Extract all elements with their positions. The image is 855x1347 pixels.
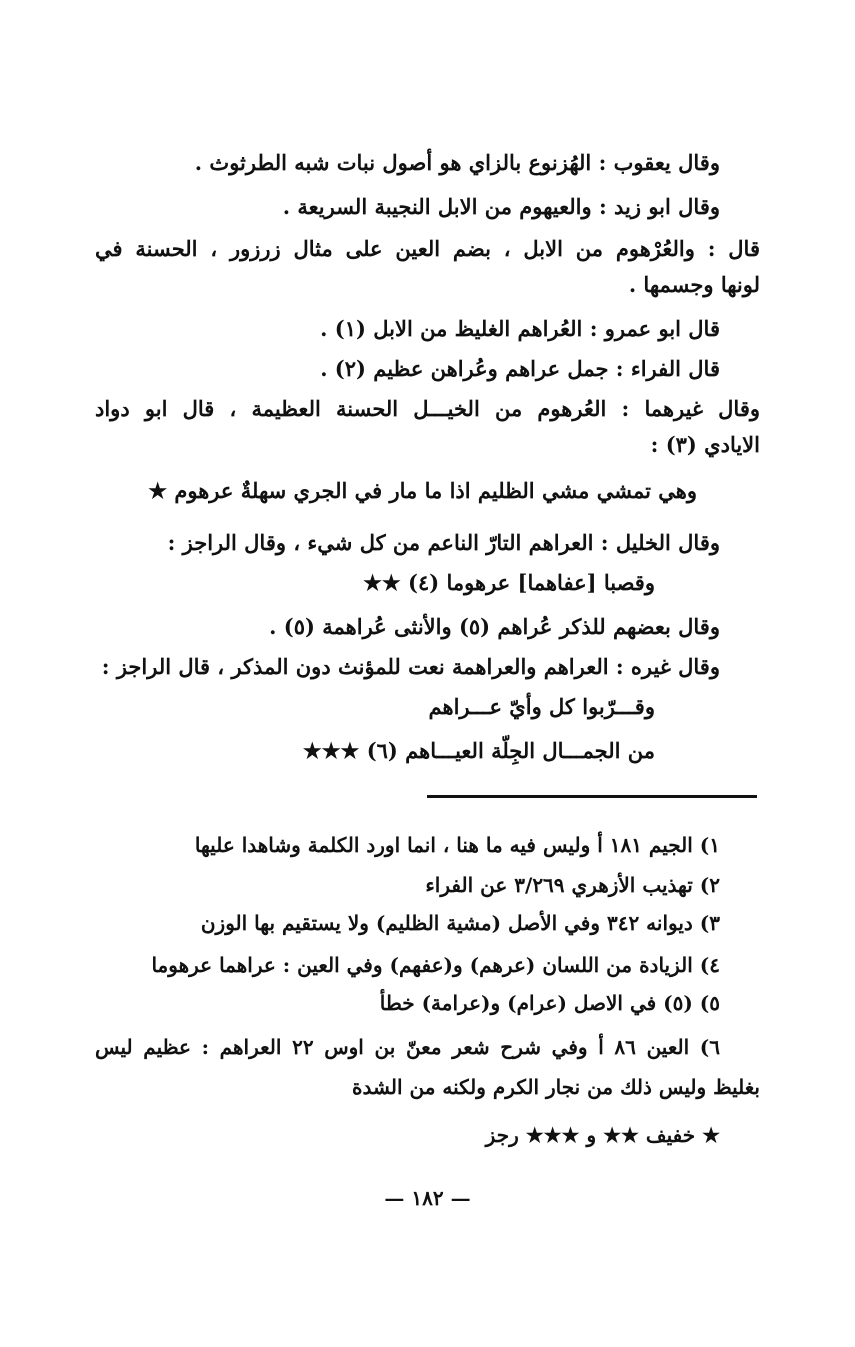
verse-line-4: من الجمـــال الجِلّة العيـــاهم (٦) ★★★ [302,738,655,763]
footnote-3: ٣) ديوانه ٣٤٢ وفي الأصل (مشية الظليم) ولا يستقيم بها الوزن [200,911,720,935]
verse-line-2: وقصبا [عفاهما] عرهوما (٤) ★★ [363,570,655,595]
footnote-6: ٦) العين ٨٦ أ وفي شرح شعر معنّ بن اوس ٢٢ العراهم : عظيم ليس [95,1035,720,1059]
body-line-11: وقال غيره : العراهم والعراهمة نعت للمؤنث دون المذكر ، قال الراجز : [101,654,720,679]
body-line-1: وقال يعقوب : الهُزنوع بالزاي هو أصول نبات شبه الطرثوث . [194,150,720,175]
footnote-5: ٥) (٥) في الاصل (عرام) و(عرامة) خطأ [379,991,720,1015]
body-line-7: وقال غيرهما : العُرهوم من الخيـــل الحسنة العظيمة ، قال ابو دواد [95,396,760,421]
body-line-10: وقال بعضهم للذكر عُراهم (٥) والأنثى عُراهمة (٥) . [269,614,720,639]
footnote-separator [427,795,757,798]
page-number: — ١٨٢ — [384,1186,471,1210]
footnote-1: ١) الجيم ١٨١ أ وليس فيه ما هنا ، انما اورد الكلمة وشاهدا عليها [194,833,720,857]
body-line-9: وقال الخليل : العراهم التارّ الناعم من كل شيء ، وقال الراجز : [167,530,720,555]
body-line-3: قال : والعُرْهوم من الابل ، بضم العين على مثال زرزور ، الحسنة في [95,236,760,261]
verse-line-3: وقـــرّبوا كل وأيّ عـــراهم [428,694,655,719]
footnote-6-continued: بغليظ وليس ذلك من نجار الكرم ولكنه من الشدة [352,1075,760,1099]
footnote-4: ٤) الزيادة من اللسان (عرهم) و(عفهم) وفي العين : عراهما عرهوما [151,953,720,977]
body-line-5: قال ابو عمرو : العُراهم الغليظ من الابل (١) . [320,316,720,341]
body-line-2: وقال ابو زيد : والعيهوم من الابل النجيبة السريعة . [282,194,720,219]
meter-note: ★ خفيف ★★ و ★★★ رجز [485,1123,720,1147]
verse-line-1: وهي تمشي مشي الظليم اذا ما مار في الجري سهلةٌ عرهوم ★ [148,478,697,503]
footnote-2: ٢) تهذيب الأزهري ٣/٢٦٩ عن الفراء [425,873,720,897]
body-line-6: قال الفراء : جمل عراهم وعُراهن عظيم (٢) . [320,356,720,381]
body-line-8: الايادي (٣) : [650,432,760,457]
body-line-4: لونها وجسمها . [628,272,760,297]
